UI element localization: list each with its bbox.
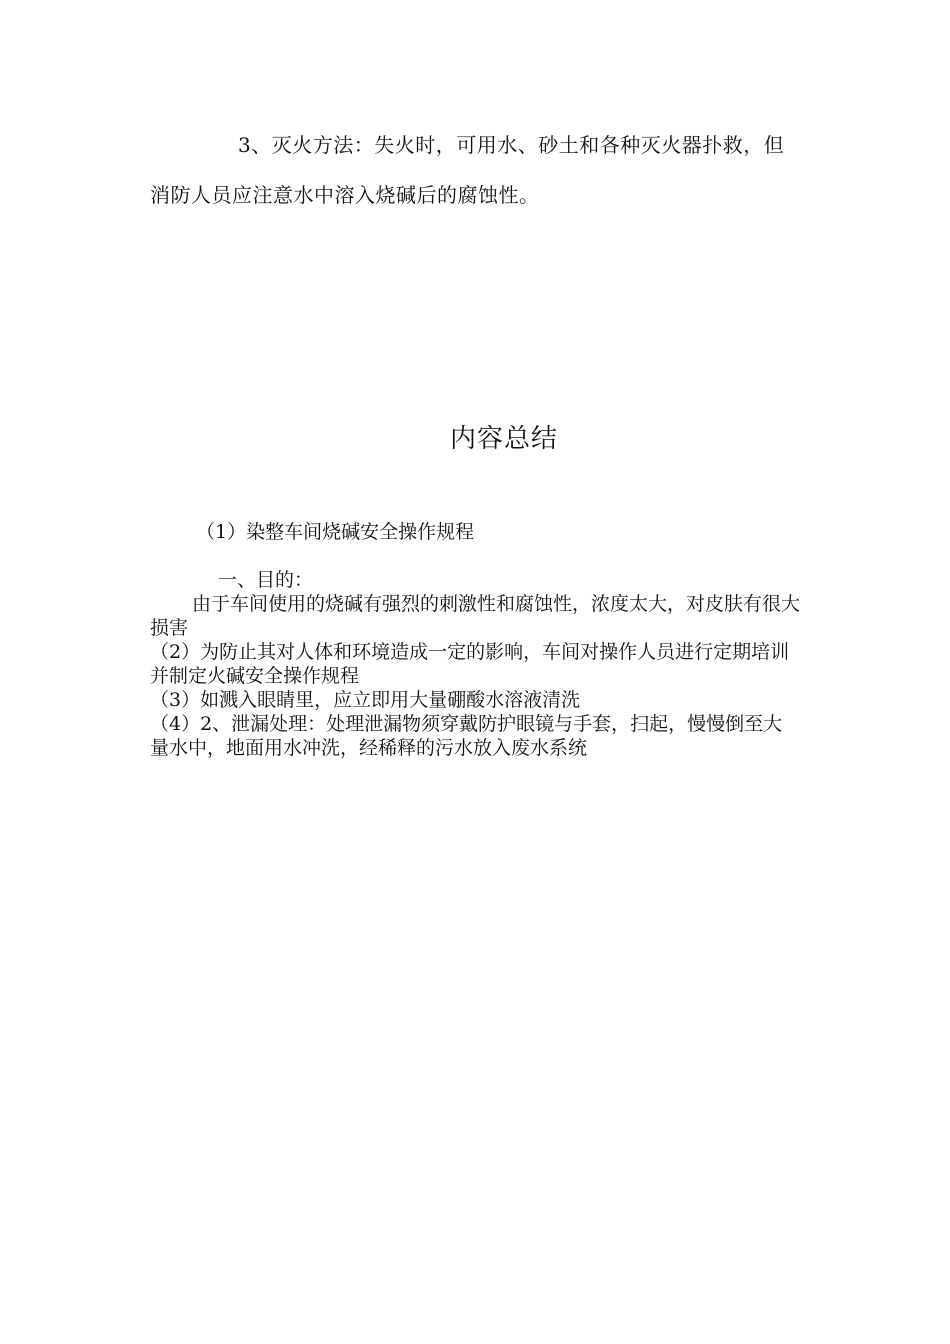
summary-line-hazard: 由于车间使用的烧碱有强烈的刺激性和腐蚀性，浓度太大，对皮肤有很大损害 [150,593,801,639]
summary-title: 内容总结 [449,424,558,454]
summary-line-training: （2）为防止其对人体和环境造成一定的影响，车间对操作人员进行定期培训并制定火碱安全操作规程 [150,641,790,687]
summary-line-eye-splash: （3）如溅入眼睛里，应立即用大量硼酸水溶液清洗 [150,689,581,711]
summary-line-purpose: 一、目的： [218,569,314,591]
summary-heading: （1）染整车间烧碱安全操作规程 [196,521,475,543]
summary-body [150,568,800,760]
fire-fighting-paragraph: 3、灭火方法：失火时，可用水、砂土和各种灭火器扑救，但消防人员应注意水中溶入烧碱后的腐蚀性。 [150,133,785,207]
summary-line-leak-handling: （4）2、泄漏处理：处理泄漏物须穿戴防护眼镜与手套，扫起，慢慢倒至大量水中，地面用水冲洗，经稀释的污水放入废水系统 [150,713,783,759]
